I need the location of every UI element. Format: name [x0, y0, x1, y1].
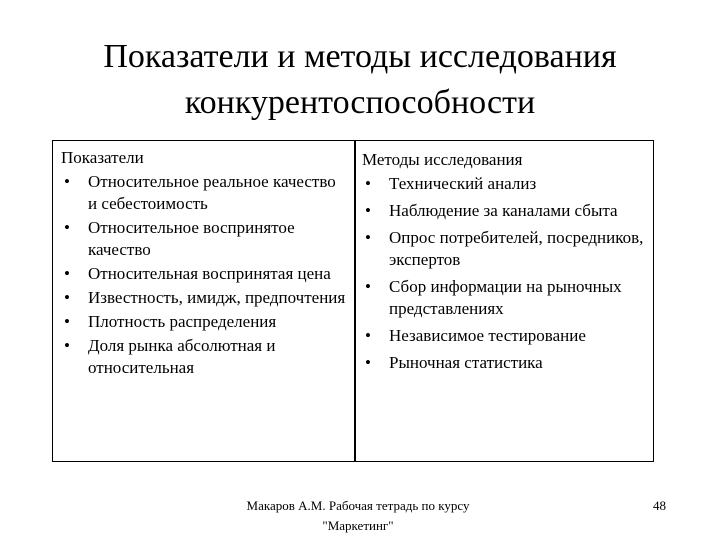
method-item [362, 227, 648, 271]
methods-list [362, 173, 648, 374]
method-text: Опрос потребителей, посредников, экспертов [389, 228, 644, 269]
bullet-icon: • [365, 277, 371, 296]
bullet-icon: • [64, 312, 70, 331]
indicator-text: Относительная воспринятая цена [88, 264, 331, 283]
bullet-icon: • [365, 353, 371, 372]
indicator-item [61, 263, 347, 285]
method-text: Независимое тестирование [389, 326, 586, 345]
method-item [362, 200, 648, 222]
indicator-item [61, 217, 347, 261]
indicator-text: Относительное воспринятое качество [88, 218, 295, 259]
footer-source: Макаров А.М. Рабочая тетрадь по курсу "Маркетинг" [246, 498, 470, 533]
bullet-icon: • [365, 228, 371, 247]
indicator-text: Плотность распределения [88, 312, 277, 331]
bullet-icon: • [365, 326, 371, 345]
method-item [362, 173, 648, 195]
method-item [362, 325, 648, 347]
indicators-list [61, 171, 347, 379]
bullet-icon: • [64, 218, 70, 237]
indicator-item [61, 335, 347, 379]
comparison-table [52, 140, 654, 462]
indicator-text: Известность, имидж, предпочтения [88, 288, 346, 307]
column-divider [354, 141, 356, 461]
bullet-icon: • [64, 288, 70, 307]
page-number: 48 [653, 498, 666, 513]
indicator-item [61, 311, 347, 333]
indicators-column [61, 147, 347, 381]
methods-heading: Методы исследования [362, 150, 523, 169]
bullet-icon: • [365, 201, 371, 220]
method-text: Технический анализ [389, 174, 537, 193]
method-text: Наблюдение за каналами сбыта [389, 201, 618, 220]
indicator-item [61, 287, 347, 309]
bullet-icon: • [64, 172, 70, 191]
method-item [362, 276, 648, 320]
indicator-text: Относительное реальное качество и себестоимость [88, 172, 336, 213]
methods-column [362, 149, 648, 379]
method-text: Сбор информации на рыночных представлениях [389, 277, 622, 318]
indicators-heading: Показатели [61, 148, 144, 167]
bullet-icon: • [64, 264, 70, 283]
indicator-text: Доля рынка абсолютная и относительная [88, 336, 276, 377]
method-text: Рыночная статистика [389, 353, 543, 372]
bullet-icon: • [365, 174, 371, 193]
indicator-item [61, 171, 347, 215]
method-item [362, 352, 648, 374]
slide-title: Показатели и методы исследования конкурентоспособности [103, 38, 617, 121]
bullet-icon: • [64, 336, 70, 355]
